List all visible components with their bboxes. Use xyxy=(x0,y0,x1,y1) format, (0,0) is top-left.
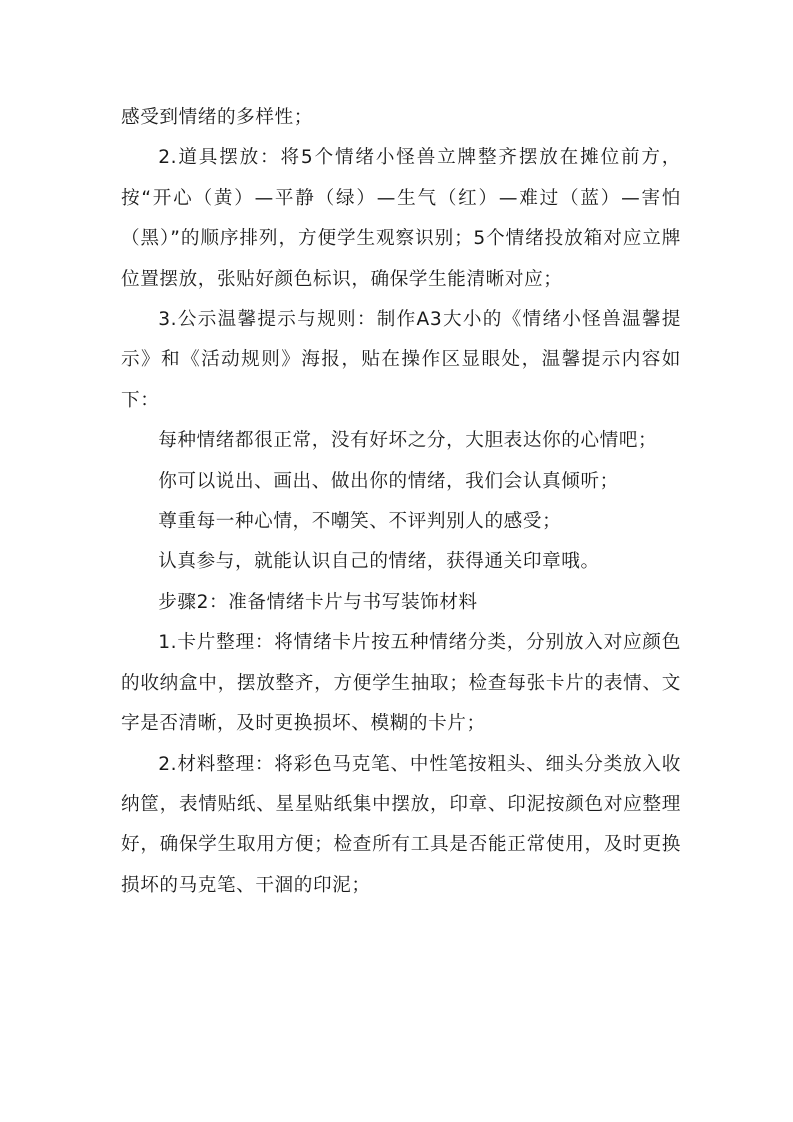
paragraph-card-sorting: 1.卡片整理：将情绪卡片按五种情绪分类，分别放入对应颜色的收纳盒中，摆放整齐，方便学生抽取；检查每张卡片的表情、文字是否清晰，及时更换损坏、模糊的卡片； xyxy=(121,632,681,735)
notice-item-2: 你可以说出、画出、做出你的情绪，我们会认真倾听； xyxy=(158,470,619,492)
paragraph-props-placement: 2.道具摆放：将5个情绪小怪兽立牌整齐摆放在摊位前方，按“开心（黄）—平静（绿）—生气（红）—难过（蓝）—害怕（黑）”的顺序排列，方便学生观察识别；5个情绪投放箱对应立牌位置摆放，张贴好颜色标识，确保学生能清晰对应； xyxy=(121,147,681,290)
notice-item-4: 认真参与，就能认识自己的情绪，获得通关印章哦。 xyxy=(158,551,600,573)
paragraph-notice-rules: 3.公示温馨提示与规则：制作A3大小的《情绪小怪兽温馨提示》和《活动规则》海报，贴在操作区显眼处，温馨提示内容如下： xyxy=(121,309,681,411)
paragraph-continuation: 感受到情绪的多样性； xyxy=(121,107,313,128)
document-body xyxy=(121,98,681,906)
paragraph-material-sorting: 2.材料整理：将彩色马克笔、中性笔按粗头、细头分类放入收纳筐，表情贴纸、星星贴纸集中摆放，印章、印泥按颜色对应整理好，确保学生取用方便；检查所有工具是否能正常使用，及时更换损坏的马克笔、干涸的印泥； xyxy=(121,753,681,896)
notice-item-3: 尊重每一种心情，不嘲笑、不评判别人的感受； xyxy=(158,511,562,533)
step-2-heading: 步骤2：准备情绪卡片与书写装饰材料 xyxy=(158,591,478,613)
notice-item-1: 每种情绪都很正常，没有好坏之分，大胆表达你的心情吧； xyxy=(158,430,658,452)
